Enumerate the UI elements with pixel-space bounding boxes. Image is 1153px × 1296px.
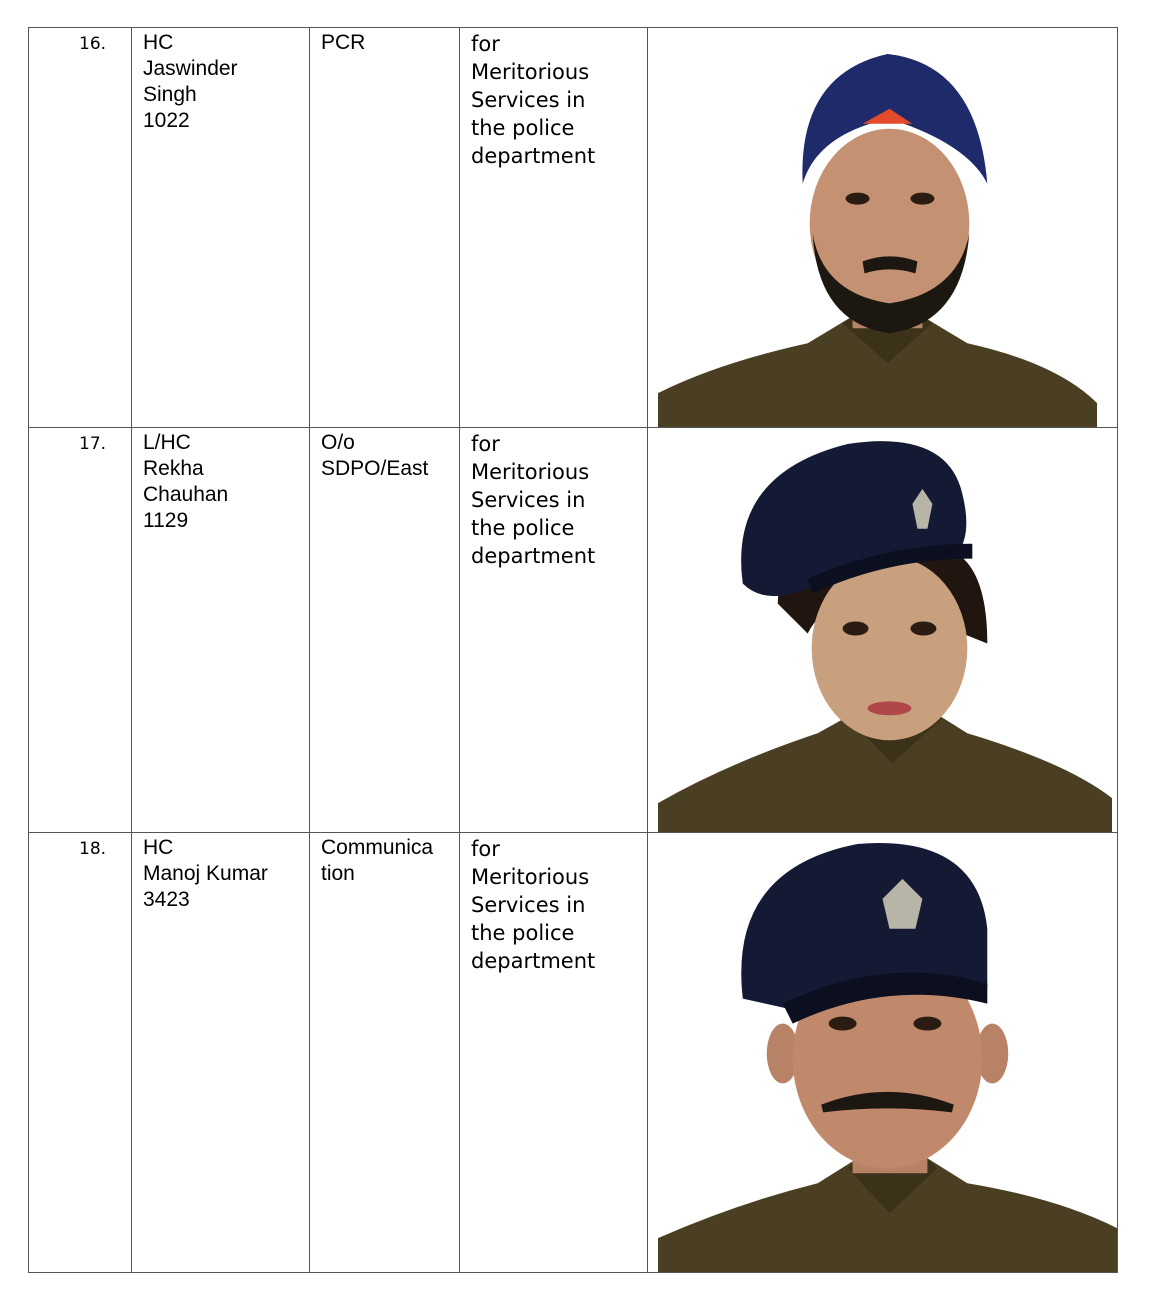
award-reason: for Meritorious Services in the police department	[471, 32, 596, 168]
awardee-name: HC Manoj Kumar 3423	[143, 836, 268, 911]
reason-cell	[460, 833, 648, 1273]
photo-cell	[648, 833, 1118, 1273]
awardee-photo	[658, 839, 1117, 1272]
photo-cell	[648, 428, 1118, 833]
awardee-unit: PCR	[321, 31, 366, 54]
table-row	[29, 428, 1118, 833]
table-row	[29, 833, 1118, 1273]
serial-cell	[29, 833, 132, 1273]
unit-cell	[310, 28, 460, 428]
photo-cell	[648, 28, 1118, 428]
name-cell	[132, 428, 310, 833]
award-reason: for Meritorious Services in the police department	[471, 837, 596, 973]
serial-number: 18.	[79, 839, 107, 859]
name-cell	[132, 28, 310, 428]
awardee-unit: O/o SDPO/East	[321, 431, 429, 480]
reason-cell	[460, 28, 648, 428]
unit-cell	[310, 428, 460, 833]
serial-cell	[29, 28, 132, 428]
name-cell	[132, 833, 310, 1273]
serial-number: 16.	[79, 34, 107, 54]
awardee-table	[28, 27, 1118, 1273]
reason-cell	[460, 428, 648, 833]
table-row	[29, 28, 1118, 428]
awardee-name: L/HC Rekha Chauhan 1129	[143, 431, 229, 532]
awardee-photo	[658, 434, 1117, 832]
awardee-name: HC Jaswinder Singh 1022	[143, 31, 238, 132]
unit-cell	[310, 833, 460, 1273]
awardee-photo	[658, 34, 1117, 427]
awardee-unit: Communica tion	[321, 836, 434, 885]
serial-cell	[29, 428, 132, 833]
serial-number: 17.	[79, 434, 107, 454]
award-reason: for Meritorious Services in the police department	[471, 432, 596, 568]
